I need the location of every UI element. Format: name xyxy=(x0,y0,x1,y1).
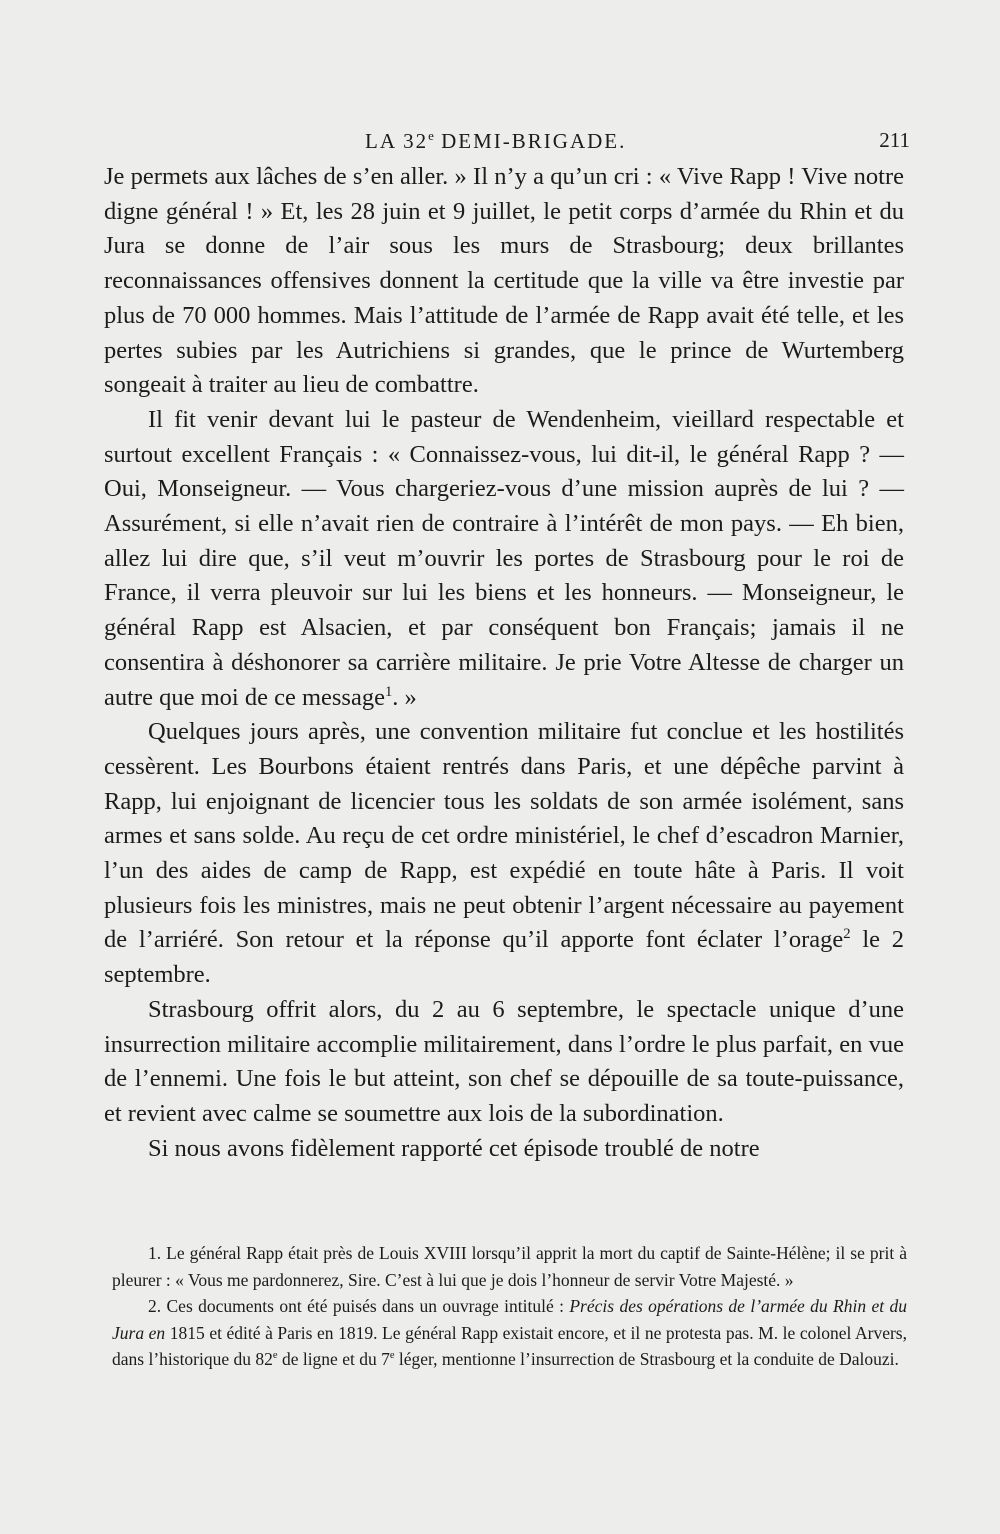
paragraph-2 xyxy=(104,403,904,715)
paragraph-3-text: Quelques jours après, une convention militaire fut conclue et les hostilités cessèrent. Les Bourbons étaient rentrés dans Paris, et une dépêche parvint à Rapp, lui enjoignant de licencier tous les soldats de son armée isolément, sans armes et sans solde. Au reçu de cet ordre ministériel, le chef d’escadron Marnier, l’un des aides de camp de Rapp, est expédié en toute hâte à Paris. Il voit plusieurs fois les ministres, mais ne peut obtenir l’argent nécessaire au payement de l’arriéré. Son retour et la réponse qu’il apporte font éclater l’orage xyxy=(104,718,904,954)
paragraph-2-end: . » xyxy=(392,683,417,711)
paragraph-5: Si nous avons fidèlement rapporté cet épisode troublé de notre xyxy=(148,1134,760,1162)
paragraph-2-text: Il fit venir devant lui le pasteur de Wendenheim, vieillard respectable et surtout excellent Français : « Connaissez-vous, lui dit-il, le général Rapp ? — Oui, Monseigneur. — Vous chargeriez-vous d’une mission auprès de lui ? — Assurément, si elle n’avait rien de contraire à l’intérêt de mon pays. — Eh bien, allez lui dire que, s’il veut m’ouvrir les portes de Strasbourg pour le roi de France, il verra pleuvoir sur lui les biens et les honneurs. — Monseigneur, le général Rapp est Alsacien, et par conséquent bon Français; jamais il ne consentira à déshonorer sa carrière militaire. Je prie Votre Altesse de charger un autre que moi de ce message xyxy=(104,405,904,711)
footnote-2-book-title: Précis des opérations de l’armée du Rhin et du Jura en xyxy=(112,1296,907,1343)
paragraph-1: Je permets aux lâches de s’en aller. » Il n’y a qu’un cri : « Vive Rapp ! Vive notre digne général ! » Et, les 28 juin et 9 juillet, le petit corps d’armée du Rhin et du Jura se donne de l’air sous les murs de Strasbourg; deux brillantes reconnaissances offensives donnent la certitude que la ville va être investie par plus de 70 000 hommes. Mais l’attitude de l’armée de Rapp avait été telle, et les pertes subies par les Autrichiens si grandes, que le prince de Wurtemberg songeait à traiter au lieu de combattre. xyxy=(104,163,904,399)
footnote-ref-1: 1 xyxy=(384,683,393,700)
running-title-text: LA 32 xyxy=(365,129,429,153)
running-title xyxy=(365,128,626,154)
footnote-2-text-mid: 1815 et édité à Paris en 1819. Le général Rapp existait encore, et il ne protesta pas. M. le colonel Arvers, dans l’historique du 82 xyxy=(112,1322,907,1369)
footnote-2 xyxy=(112,1293,907,1373)
footnote-1: 1. Le général Rapp était près de Louis XVIII lorsqu’il apprit la mort du captif de Sainte-Hélène; il se prit à pleurer : « Vous me pardonnerez, Sire. C’est à lui que je dois l’honneur de servir Votre Majesté. » xyxy=(112,1243,907,1290)
paragraph-3 xyxy=(104,715,904,993)
footnote-2-superscript-2: e xyxy=(389,1350,395,1362)
running-title-superscript: e xyxy=(428,128,434,143)
body-text xyxy=(104,160,904,1166)
paragraph-3-end: le 2 septembre. xyxy=(104,926,904,989)
running-header xyxy=(100,128,910,158)
running-title-text-end: DEMI-BRIGADE. xyxy=(433,129,627,153)
footnote-2-text-end: léger, mentionne l’insurrection de Strasbourg et la conduite de Dalouzi. xyxy=(394,1349,899,1369)
paragraph-4: Strasbourg offrit alors, du 2 au 6 septembre, le spectacle unique d’une insurrection militaire accomplie militairement, dans l’ordre le plus parfait, en vue de l’ennemi. Une fois le but atteint, son chef se dépouille de sa toute-puissance, et revient avec calme se soumettre aux lois de la subordination. xyxy=(104,995,904,1127)
footnotes xyxy=(112,1240,907,1373)
footnote-2-text: 2. Ces documents ont été puisés dans un ouvrage intitulé : xyxy=(148,1296,570,1316)
footnote-ref-2: 2 xyxy=(843,926,851,943)
footnote-2-text-mid-2: de ligne et du 7 xyxy=(277,1349,390,1369)
footnote-2-superscript-1: e xyxy=(272,1350,278,1362)
page-number: 211 xyxy=(879,128,910,152)
